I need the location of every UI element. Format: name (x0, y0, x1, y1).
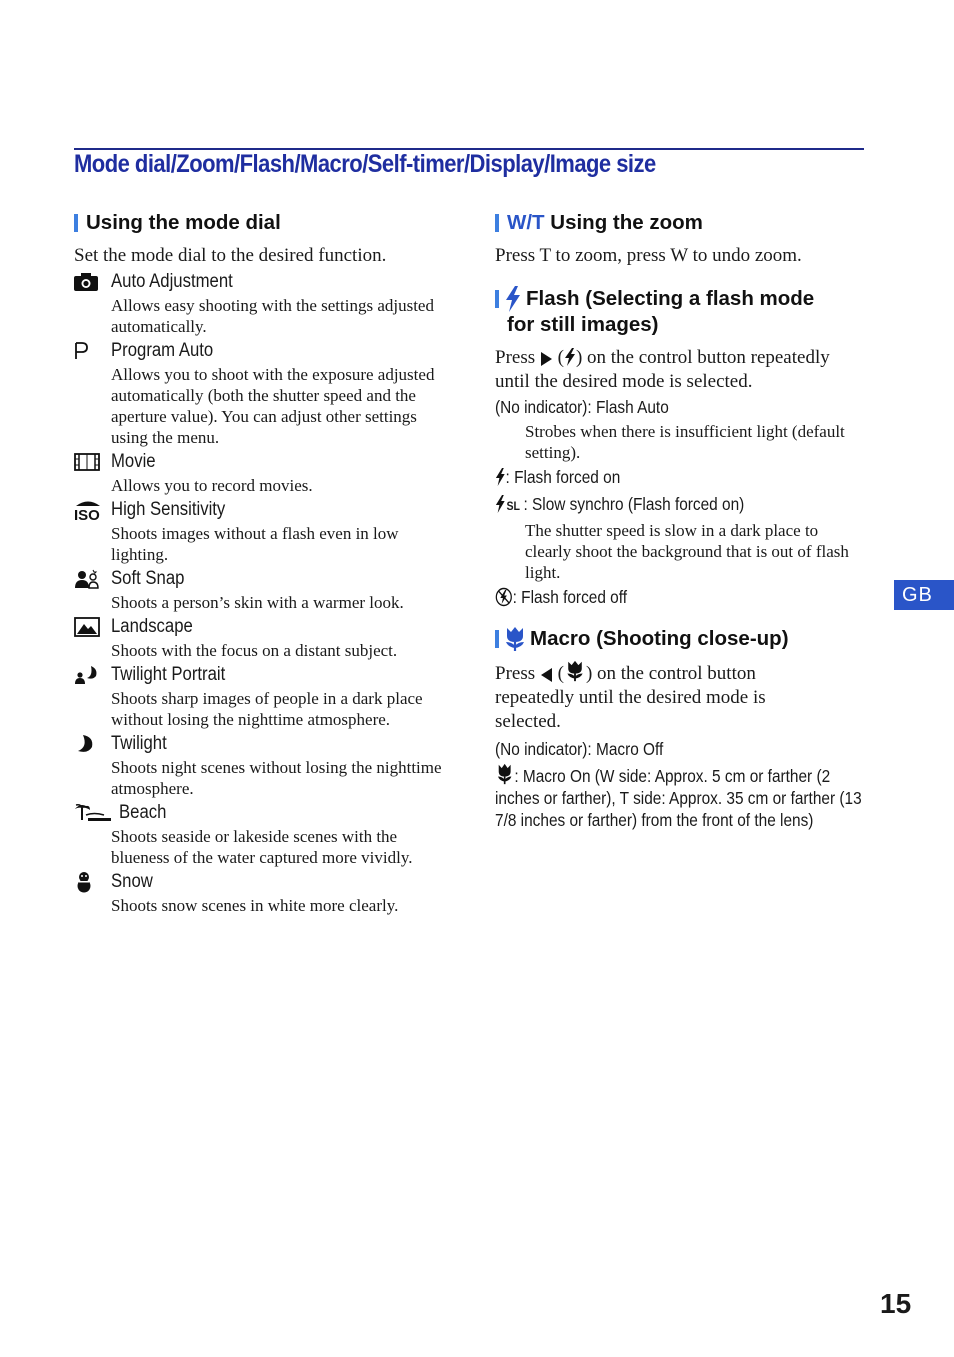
page-title: Mode dial/Zoom/Flash/Macro/Self-timer/Display/Image size (74, 150, 656, 178)
open-paren: ( (557, 347, 564, 368)
mode-desc: Shoots with the focus on a distant subject. (111, 641, 398, 660)
camera-icon (74, 273, 111, 291)
macro-intro-line2: repeatedly until the desired mode is (495, 687, 766, 708)
press-text: Press (495, 347, 536, 368)
mode-item (74, 339, 446, 363)
mode-label: Twilight (111, 733, 167, 754)
mode-desc: Shoots a person’s skin with a warmer look. (111, 593, 404, 612)
moon-icon (74, 734, 111, 754)
mode-dial-heading-text: Using the mode dial (86, 211, 281, 234)
right-arrow-icon (540, 352, 553, 366)
mode-label: Movie (111, 451, 156, 472)
mode-item (74, 870, 446, 894)
flash-option (495, 491, 822, 517)
mode-item (74, 567, 446, 591)
macro-option (495, 763, 865, 831)
beach-icon (74, 803, 119, 823)
flash-option-label: : Flash forced on (505, 467, 621, 487)
page-number: 15 (880, 1288, 912, 1319)
mode-label: Twilight Portrait (111, 664, 226, 685)
macro-intro-rest: ) on the control button (585, 663, 756, 684)
zoom-heading-text: Using the zoom (550, 211, 703, 234)
language-tab: GB (894, 580, 954, 610)
mode-label: Auto Adjustment (111, 271, 233, 292)
mode-label: Landscape (111, 616, 193, 637)
zoom-body: Press T to zoom, press W to undo zoom. (495, 245, 802, 266)
mode-item (74, 615, 446, 639)
mode-label: Beach (119, 802, 167, 823)
heading-bar (74, 214, 78, 232)
flash-option-desc: The shutter speed is slow in a dark place to clearly shoot the background that is out of flash light. (525, 521, 849, 582)
svg-text:ISO: ISO (74, 507, 100, 521)
mode-desc: Shoots snow scenes in white more clearly. (111, 896, 399, 915)
flash-option (495, 466, 822, 488)
twilight-portrait-icon (74, 665, 111, 685)
flash-icon (564, 348, 576, 366)
wt-label: W/T (507, 211, 545, 234)
p-letter-icon (74, 342, 111, 360)
flash-option-label: (No indicator): Flash Auto (495, 397, 669, 417)
landscape-icon (74, 617, 111, 637)
macro-intro (495, 660, 867, 734)
mode-desc: Shoots sharp images of people in a dark place without losing the nighttime atmosphere. (111, 689, 423, 729)
flash-heading-line2: for still images) (507, 313, 659, 336)
iso-icon (74, 499, 111, 521)
mode-item (74, 663, 446, 687)
mode-item (74, 270, 446, 294)
macro-heading (495, 626, 867, 652)
mode-desc: Allows you to record movies. (111, 476, 313, 495)
mode-desc: Allows easy shooting with the settings adjusted automatically. (111, 296, 434, 336)
snowman-icon (74, 871, 111, 893)
flash-heading (495, 286, 867, 338)
mode-item (74, 498, 446, 522)
flash-option-desc: Strobes when there is insufficient light (default setting). (525, 422, 845, 462)
flash-intro (495, 346, 867, 394)
mode-label: High Sensitivity (111, 499, 226, 520)
macro-option-label: : Macro On (W side: Approx. 5 cm or farther (2 inches or farther), T side: Approx. 35 cm or farther (13 7/8 inches or farther) from the front of the lens) (495, 766, 862, 830)
flash-option-label: : Flash forced off (512, 587, 628, 607)
flash-option-label: : Slow synchro (Flash forced on) (523, 494, 745, 514)
zoom-heading (495, 210, 867, 236)
mode-label: Snow (111, 871, 153, 892)
mode-label: Soft Snap (111, 568, 185, 589)
open-paren: ( (557, 663, 564, 684)
flash-off-icon (495, 587, 513, 607)
mode-dial-section (74, 210, 446, 916)
slow-synchro-label: SL (506, 499, 520, 513)
mode-item (74, 732, 446, 756)
flash-intro-line2: until the desired mode is selected. (495, 371, 753, 392)
macro-tulip-icon (503, 626, 527, 652)
macro-intro-line3: selected. (495, 711, 561, 732)
mode-label: Program Auto (111, 340, 214, 361)
mode-dial-intro: Set the mode dial to the desired function. (74, 245, 387, 266)
mode-desc: Shoots images without a flash even in low lighting. (111, 524, 399, 564)
macro-heading-text: Macro (Shooting close-up) (530, 627, 789, 650)
left-arrow-icon (540, 668, 553, 682)
mode-dial-heading (74, 210, 446, 236)
flash-option (495, 396, 822, 418)
soft-snap-icon (74, 569, 111, 589)
slow-synchro-icon (495, 495, 506, 513)
right-column (495, 210, 867, 831)
flash-intro-rest: ) on the control button repeatedly (575, 347, 830, 368)
film-icon (74, 453, 111, 471)
mode-desc: Shoots seaside or lakeside scenes with the blueness of the water captured more vividly. (111, 827, 413, 867)
mode-desc: Allows you to shoot with the exposure adjusted automatically (both the shutter speed and the aperture value). You can adjust other settings using the menu. (111, 365, 435, 447)
flash-on-icon (495, 468, 506, 486)
flash-heading-line1: Flash (Selecting a flash mode (526, 287, 815, 310)
mode-item (74, 801, 446, 825)
heading-bar (495, 214, 499, 232)
heading-bar (495, 290, 499, 308)
flash-option (495, 586, 822, 608)
mode-item (74, 450, 446, 474)
heading-bar (495, 630, 499, 648)
mode-desc: Shoots night scenes without losing the nighttime atmosphere. (111, 758, 442, 798)
macro-option (495, 738, 822, 760)
macro-tulip-icon (564, 660, 586, 682)
press-text: Press (495, 663, 536, 684)
macro-option-label: (No indicator): Macro Off (495, 739, 664, 759)
macro-on-icon (495, 763, 514, 785)
flash-icon (504, 286, 522, 312)
